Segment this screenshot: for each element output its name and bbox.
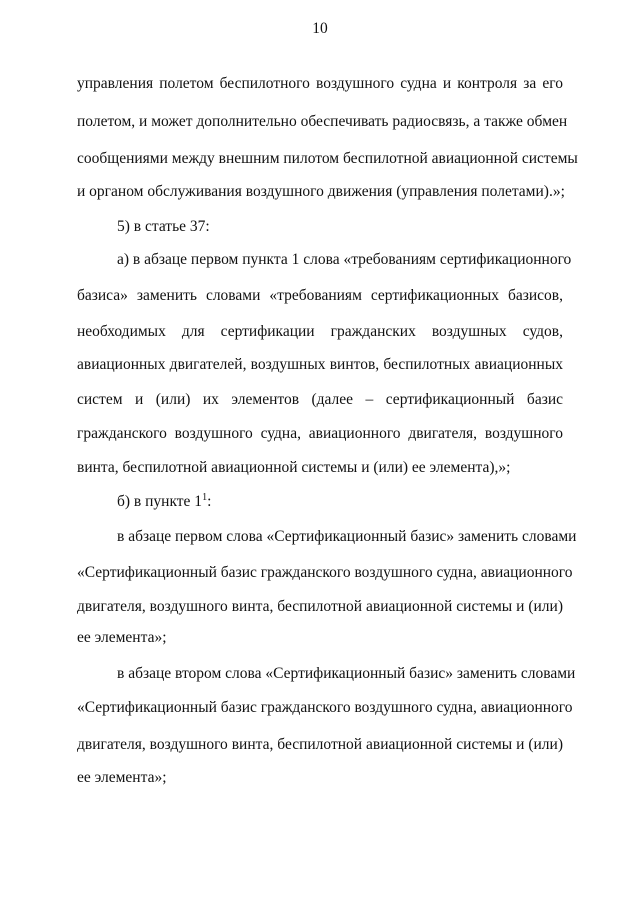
item-heading-b-text: б) в пункте 1: [117, 493, 203, 510]
text-line: ее элемента»;: [77, 769, 167, 786]
text-line: полетом, и может дополнительно обеспечивать радиосвязь, а также обмен: [77, 113, 568, 130]
superscript: 1: [202, 492, 208, 503]
text-line: «Сертификационный базис гражданского воздушного судна, авиационного: [77, 564, 573, 581]
item-heading-b: [117, 492, 211, 512]
text-line: а) в абзаце первом пункта 1 слова «требованиям сертификационного: [117, 251, 572, 268]
text-line: управления полетом беспилотного воздушного судна и контроля за его: [77, 75, 563, 92]
text-line: и органом обслуживания воздушного движения (управления полетами).»;: [77, 183, 565, 200]
text-line: базиса» заменить словами «требованиям сертификационных базисов,: [77, 287, 563, 304]
page-number: 10: [312, 20, 328, 37]
text-line: ее элемента»;: [77, 629, 167, 646]
text-line: двигателя, воздушного винта, беспилотной авиационной системы и (или): [77, 736, 563, 753]
text-line: систем и (или) их элементов (далее – сертификационный базис: [77, 391, 563, 408]
text-line: винта, беспилотной авиационной системы и (или) ее элемента),»;: [77, 459, 511, 476]
text-line: необходимых для сертификации гражданских воздушных судов,: [77, 323, 563, 340]
text-line: сообщениями между внешним пилотом беспилотной авиационной системы: [77, 150, 578, 167]
text-line: авиационных двигателей, воздушных винтов, беспилотных авиационных: [77, 356, 563, 373]
text-line: в абзаце первом слова «Сертификационный базис» заменить словами: [117, 528, 577, 545]
text-line: в абзаце втором слова «Сертификационный базис» заменить словами: [117, 665, 576, 682]
item-heading-5: 5) в статье 37:: [117, 218, 210, 235]
text-line: «Сертификационный базис гражданского воздушного судна, авиационного: [77, 699, 573, 716]
text-line: двигателя, воздушного винта, беспилотной авиационной системы и (или): [77, 598, 563, 615]
text-line: гражданского воздушного судна, авиационного двигателя, воздушного: [77, 425, 563, 442]
item-heading-b-colon: :: [207, 493, 212, 510]
